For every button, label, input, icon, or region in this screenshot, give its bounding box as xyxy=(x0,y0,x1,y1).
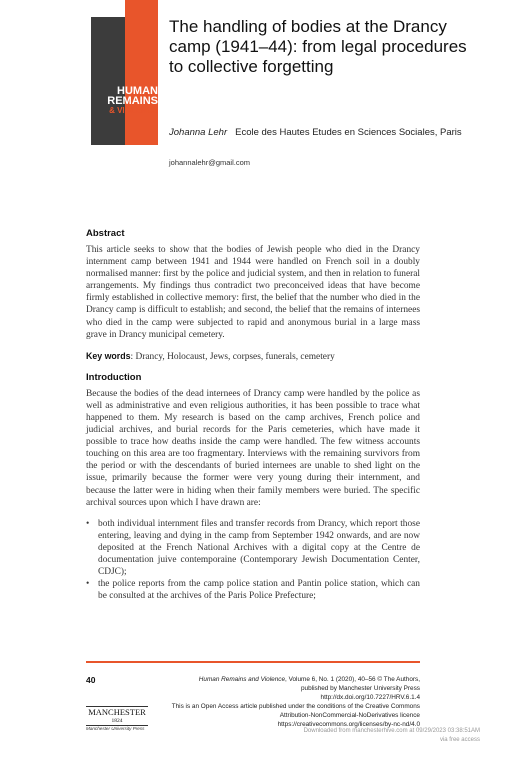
license-line2: Attribution-NonCommercial-NoDerivatives licence xyxy=(279,712,420,719)
publisher-logo-year: 1824 xyxy=(111,718,123,724)
footer-divider xyxy=(86,661,420,663)
citation-details: , Volume 6, No. 1 (2020), 40–56 © The Authors, published by Manchester University Press xyxy=(285,676,420,692)
introduction-heading: Introduction xyxy=(86,371,142,383)
author-affiliation: Ecole des Hautes Etudes en Sciences Sociales, Paris xyxy=(235,127,462,138)
download-stamp xyxy=(304,727,480,744)
journal-logo xyxy=(96,86,158,116)
author-email[interactable]: johannalehr@gmail.com xyxy=(169,158,250,167)
abstract-text: This article seeks to show that the bodies of Jewish people who died in the Drancy internment camp between 1941 and 1944 were handled on French soil in a doubly normalised manner: first by the police and judicial system, and then in relation to funeral arrangements. My findings thus contradict two preconceived ideas that have become firmly established in collective memory: first, the belief that the number who died in the Drancy camp is difficult to establish; and second, the belief that the remains of internees who died in the camp were subjected to rapid and anonymous burial in a large mass grave in Drancy municipal cemetery. xyxy=(86,245,420,340)
license-link[interactable]: https://creativecommons.org/licenses/by-nc-nd/4.0 xyxy=(277,721,420,728)
keywords xyxy=(86,350,420,363)
author-block xyxy=(169,126,469,139)
journal-logo-line2: REMAINS xyxy=(107,95,158,107)
publisher-logo xyxy=(86,706,148,726)
download-line1: Downloaded from manchesterhive.com at 09/29/2023 03:38:51AM xyxy=(303,728,480,734)
keywords-label: Key words xyxy=(86,350,131,361)
journal-logo-line1: HUMAN xyxy=(117,85,158,97)
page-number: 40 xyxy=(86,675,96,685)
article-body xyxy=(86,228,420,602)
keywords-text: : Drancy, Holocaust, Jews, corpses, funerals, cemetery xyxy=(130,351,335,362)
license-line1: This is an Open Access article published under the conditions of the Creative Commons xyxy=(171,703,420,710)
doi-link[interactable]: http://dx.doi.org/10.7227/HRV.6.1.4 xyxy=(320,694,420,701)
article-title: The handling of bodies at the Drancy camp (1941–44): from legal procedures to collective forgetting xyxy=(169,17,467,76)
journal-logo-orange-bar xyxy=(125,0,158,145)
introduction-text: Because the bodies of the dead internees of Drancy camp were handled by the police as well as administrative and even religious authorities, it has been possible to trace what happened to them. My research is based on the camp archives, French police and judicial archives, and burial records for the Paris cemeteries, which have made it possible to trace how deaths inside the camp were handled. The few witness accounts touching on this area are too fragmentary. Interviews with the remaining survivors from the period or with the descendants of buried internees are unable to shed light on the issue, primarily because the former were very young during their internment, and because the latter were in hiding when their family members were buried. The specific archival sources upon which I have drawn are: xyxy=(86,388,420,508)
journal-logo-line3: & VIOLENCE xyxy=(109,106,158,115)
abstract-heading: Abstract xyxy=(86,228,125,239)
sources-list xyxy=(86,518,420,603)
citation-block xyxy=(170,675,420,729)
publisher-name: Manchester University Press xyxy=(86,726,145,731)
download-line2: via free access xyxy=(439,736,480,743)
list-item: • both individual internment files and transfer records from Drancy, which report those entering, leaving and dying in the camp from September 1942 onwards, and are now deposited at the French National Archives with a digital copy at the Centre de documentation juive contemporaine (Contemporary Jewish Documentation Center, CDJC); xyxy=(86,518,420,578)
list-item: • the police reports from the camp police station and Pantin police station, which can be consulted at the archives of the Paris Police Prefecture; xyxy=(86,578,420,602)
author-name: Johanna Lehr xyxy=(169,127,228,138)
publisher-logo-text: MANCHESTER xyxy=(88,707,146,717)
journal-name: Human Remains and Violence xyxy=(198,676,286,683)
